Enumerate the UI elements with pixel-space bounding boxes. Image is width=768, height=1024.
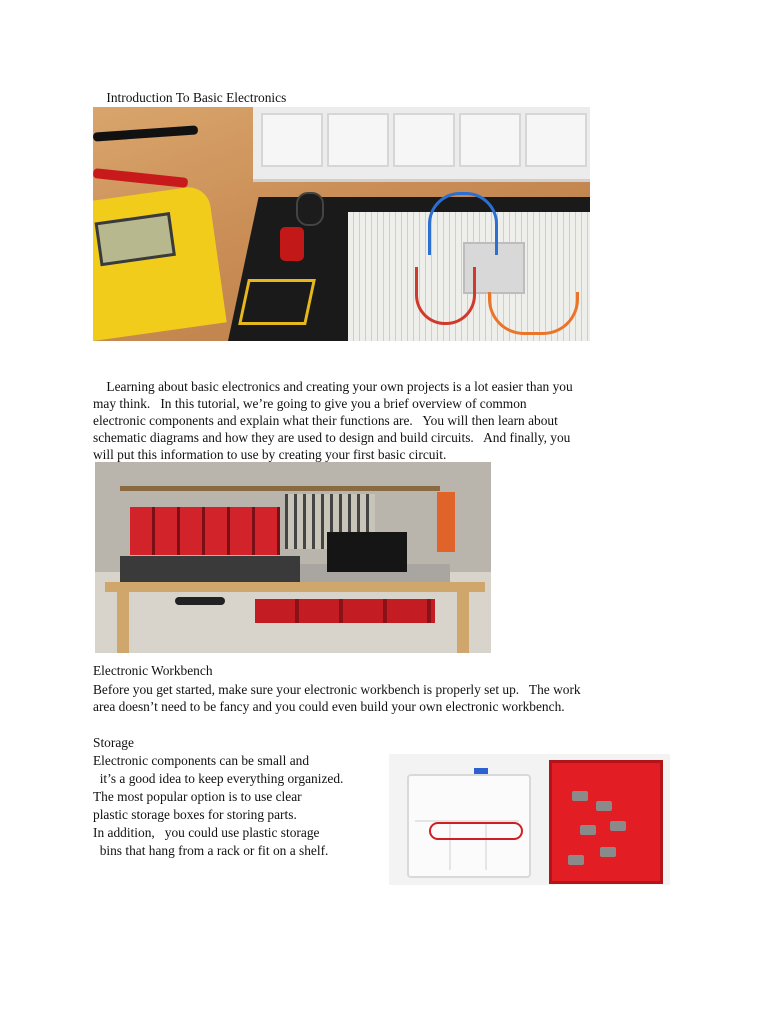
storage-line: bins that hang from a rack or fit on a shelf. bbox=[93, 843, 329, 858]
storage-line: In addition, you could use plastic storage bbox=[93, 825, 320, 840]
intro-line: Learning about basic electronics and creating your own projects is a lot easier than you bbox=[93, 379, 573, 394]
intro-line: electronic components and explain what their functions are. You will then learn about bbox=[93, 413, 558, 428]
workbench-line: Before you get started, make sure your electronic workbench is properly set up. The work bbox=[93, 682, 581, 697]
breadboard-multimeter-photo bbox=[93, 107, 590, 341]
storage-line: plastic storage boxes for storing parts. bbox=[93, 807, 297, 822]
intro-line: will put this information to use by creating your first basic circuit. bbox=[93, 447, 447, 462]
workbench-line: area doesn’t need to be fancy and you could even build your own electronic workbench. bbox=[93, 699, 565, 714]
page-title: Introduction To Basic Electronics bbox=[93, 90, 287, 105]
storage-line: Electronic components can be small and bbox=[93, 753, 310, 768]
intro-line: schematic diagrams and how they are used to design and build circuits. And finally, you bbox=[93, 430, 571, 445]
storage-line: The most popular option is to use clear bbox=[93, 789, 302, 804]
storage-line: it’s a good idea to keep everything organized. bbox=[93, 771, 344, 786]
workbench-photo bbox=[95, 462, 491, 653]
storage-boxes-photo bbox=[389, 754, 670, 885]
storage-heading: Storage bbox=[93, 735, 134, 750]
intro-line: may think. In this tutorial, we’re going to give you a brief overview of common bbox=[93, 396, 527, 411]
workbench-heading: Electronic Workbench bbox=[93, 663, 213, 678]
